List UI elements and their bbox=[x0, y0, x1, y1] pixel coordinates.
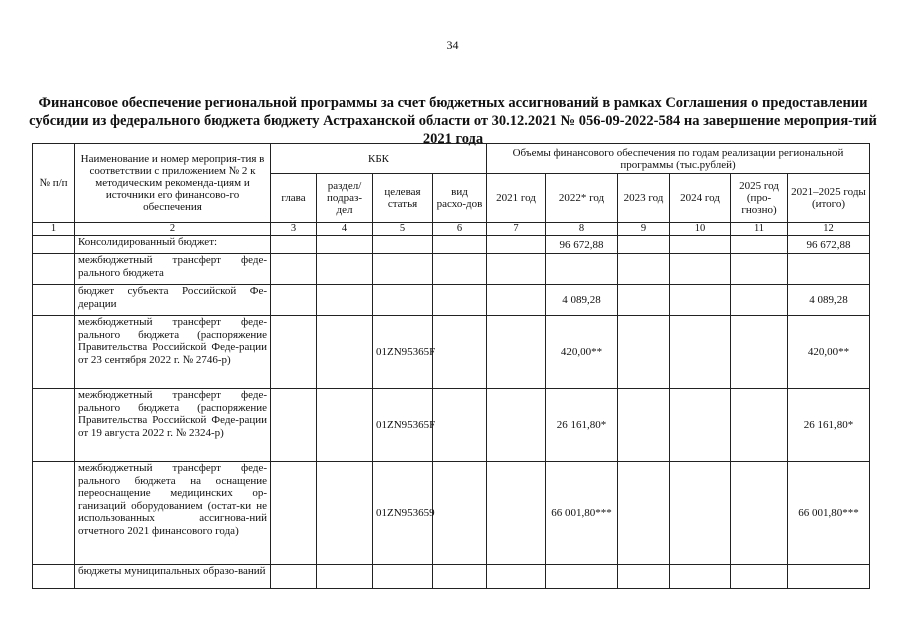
row-y2024-cell bbox=[670, 285, 731, 316]
row-stat-cell bbox=[373, 254, 433, 285]
header-y2025: 2025 год (про-гнозно) bbox=[731, 174, 788, 223]
row-y2022-cell: 4 089,28 bbox=[546, 285, 618, 316]
header-volumes: Объемы финансового обеспечения по годам реализации региональной программы (тыс.рублей) bbox=[487, 144, 870, 174]
row-total-cell: 96 672,88 bbox=[788, 236, 870, 254]
table-row bbox=[33, 565, 870, 589]
row-vid-cell bbox=[433, 565, 487, 589]
header-kbk: КБК bbox=[271, 144, 487, 174]
row-y2021-cell bbox=[487, 316, 546, 389]
row-name-cell: бюджет субъекта Российской Фе-дерации bbox=[75, 285, 271, 316]
financing-table bbox=[32, 143, 870, 589]
row-total-cell: 420,00** bbox=[788, 316, 870, 389]
row-vid-cell bbox=[433, 316, 487, 389]
index-cell: 9 bbox=[618, 223, 670, 236]
row-y2024-cell bbox=[670, 236, 731, 254]
header-name: Наименование и номер мероприя-тия в соответствии с приложением № 2 к методическим рекоменда-циям и источники его финансово-го обеспечения bbox=[75, 144, 271, 223]
row-y2023-cell bbox=[618, 236, 670, 254]
row-glava-cell bbox=[271, 316, 317, 389]
row-y2023-cell bbox=[618, 316, 670, 389]
header-y2023: 2023 год bbox=[618, 174, 670, 223]
row-vid-cell bbox=[433, 462, 487, 565]
row-y2025-cell bbox=[731, 389, 788, 462]
row-y2023-cell bbox=[618, 285, 670, 316]
index-cell: 3 bbox=[271, 223, 317, 236]
row-number-cell bbox=[33, 565, 75, 589]
header-glava: глава bbox=[271, 174, 317, 223]
row-y2021-cell bbox=[487, 236, 546, 254]
row-number-cell bbox=[33, 285, 75, 316]
row-vid-cell bbox=[433, 389, 487, 462]
row-glava-cell bbox=[271, 389, 317, 462]
row-stat-cell bbox=[373, 285, 433, 316]
row-total-cell: 26 161,80* bbox=[788, 389, 870, 462]
table-row bbox=[33, 389, 870, 462]
table-row bbox=[33, 236, 870, 254]
row-y2021-cell bbox=[487, 462, 546, 565]
header-y2022: 2022* год bbox=[546, 174, 618, 223]
row-glava-cell bbox=[271, 565, 317, 589]
row-vid-cell bbox=[433, 285, 487, 316]
row-y2021-cell bbox=[487, 254, 546, 285]
row-razdel-cell bbox=[317, 254, 373, 285]
row-name-cell: бюджеты муниципальных образо-ваний bbox=[75, 565, 271, 589]
row-y2025-cell bbox=[731, 285, 788, 316]
row-stat-cell bbox=[373, 565, 433, 589]
row-total-cell bbox=[788, 565, 870, 589]
row-number-cell bbox=[33, 236, 75, 254]
row-number-cell bbox=[33, 316, 75, 389]
index-cell: 8 bbox=[546, 223, 618, 236]
row-name-cell: межбюджетный трансферт феде-рального бюджета (распоряжение Правительства Российской Феде-рации от 19 августа 2022 г. № 2324-р) bbox=[75, 389, 271, 462]
row-name-cell: Консолидированный бюджет: bbox=[75, 236, 271, 254]
row-y2021-cell bbox=[487, 565, 546, 589]
row-razdel-cell bbox=[317, 462, 373, 565]
index-cell: 4 bbox=[317, 223, 373, 236]
header-total: 2021–2025 годы (итого) bbox=[788, 174, 870, 223]
header-razdel: раздел/ подраз-дел bbox=[317, 174, 373, 223]
row-razdel-cell bbox=[317, 285, 373, 316]
row-vid-cell bbox=[433, 236, 487, 254]
index-cell: 11 bbox=[731, 223, 788, 236]
table-row bbox=[33, 285, 870, 316]
row-y2022-cell bbox=[546, 565, 618, 589]
row-glava-cell bbox=[271, 462, 317, 565]
row-y2025-cell bbox=[731, 316, 788, 389]
row-y2022-cell bbox=[546, 254, 618, 285]
index-cell: 5 bbox=[373, 223, 433, 236]
index-cell: 7 bbox=[487, 223, 546, 236]
row-number-cell bbox=[33, 462, 75, 565]
row-number-cell bbox=[33, 389, 75, 462]
row-glava-cell bbox=[271, 236, 317, 254]
row-y2022-cell: 96 672,88 bbox=[546, 236, 618, 254]
row-stat-cell: 01ZN953659 bbox=[373, 462, 433, 565]
index-cell: 1 bbox=[33, 223, 75, 236]
index-cell: 2 bbox=[75, 223, 271, 236]
row-y2023-cell bbox=[618, 565, 670, 589]
row-y2022-cell: 66 001,80*** bbox=[546, 462, 618, 565]
row-y2021-cell bbox=[487, 285, 546, 316]
row-name-cell: межбюджетный трансферт феде-рального бюджета на оснащение переоснащение медицинских ор-ганизаций оборудованием (остат-ки не использованных ассигнова-ний отчетного 2021 финансового года) bbox=[75, 462, 271, 565]
row-razdel-cell bbox=[317, 565, 373, 589]
column-index-row bbox=[33, 223, 870, 236]
row-total-cell bbox=[788, 254, 870, 285]
header-y2021: 2021 год bbox=[487, 174, 546, 223]
row-y2025-cell bbox=[731, 565, 788, 589]
row-y2025-cell bbox=[731, 236, 788, 254]
header-vid: вид расхо-дов bbox=[433, 174, 487, 223]
row-name-cell: межбюджетный трансферт феде-рального бюджета bbox=[75, 254, 271, 285]
row-y2024-cell bbox=[670, 462, 731, 565]
row-razdel-cell bbox=[317, 389, 373, 462]
row-vid-cell bbox=[433, 254, 487, 285]
index-cell: 12 bbox=[788, 223, 870, 236]
row-y2024-cell bbox=[670, 389, 731, 462]
row-razdel-cell bbox=[317, 316, 373, 389]
row-total-cell: 4 089,28 bbox=[788, 285, 870, 316]
table-row bbox=[33, 316, 870, 389]
row-y2024-cell bbox=[670, 565, 731, 589]
row-glava-cell bbox=[271, 254, 317, 285]
index-cell: 10 bbox=[670, 223, 731, 236]
row-y2023-cell bbox=[618, 389, 670, 462]
page-number: 34 bbox=[446, 38, 459, 52]
row-glava-cell bbox=[271, 285, 317, 316]
row-stat-cell: 01ZN95365F bbox=[373, 389, 433, 462]
header-y2024: 2024 год bbox=[670, 174, 731, 223]
row-y2021-cell bbox=[487, 389, 546, 462]
row-y2023-cell bbox=[618, 254, 670, 285]
row-stat-cell: 01ZN95365F bbox=[373, 316, 433, 389]
row-total-cell: 66 001,80*** bbox=[788, 462, 870, 565]
row-number-cell bbox=[33, 254, 75, 285]
row-y2023-cell bbox=[618, 462, 670, 565]
row-y2024-cell bbox=[670, 254, 731, 285]
row-name-cell: межбюджетный трансферт феде-рального бюджета (распоряжение Правительства Российской Феде-рации от 23 сентября 2022 г. № 2746-р) bbox=[75, 316, 271, 389]
document-title: Финансовое обеспечение региональной программы за счет бюджетных ассигнований в рамках Соглашения о предоставлении субсидии из федерального бюджета бюджету Астраханской области от 30.12.2021 № 056-09-2022-584 на завершение мероприя-тий 2021 года bbox=[29, 95, 877, 147]
row-y2025-cell bbox=[731, 254, 788, 285]
row-y2022-cell: 26 161,80* bbox=[546, 389, 618, 462]
header-num: № п/п bbox=[33, 144, 75, 223]
row-y2025-cell bbox=[731, 462, 788, 565]
row-y2024-cell bbox=[670, 316, 731, 389]
row-stat-cell bbox=[373, 236, 433, 254]
table-row bbox=[33, 462, 870, 565]
index-cell: 6 bbox=[433, 223, 487, 236]
header-stat: целевая статья bbox=[373, 174, 433, 223]
row-razdel-cell bbox=[317, 236, 373, 254]
table-row bbox=[33, 254, 870, 285]
row-y2022-cell: 420,00** bbox=[546, 316, 618, 389]
